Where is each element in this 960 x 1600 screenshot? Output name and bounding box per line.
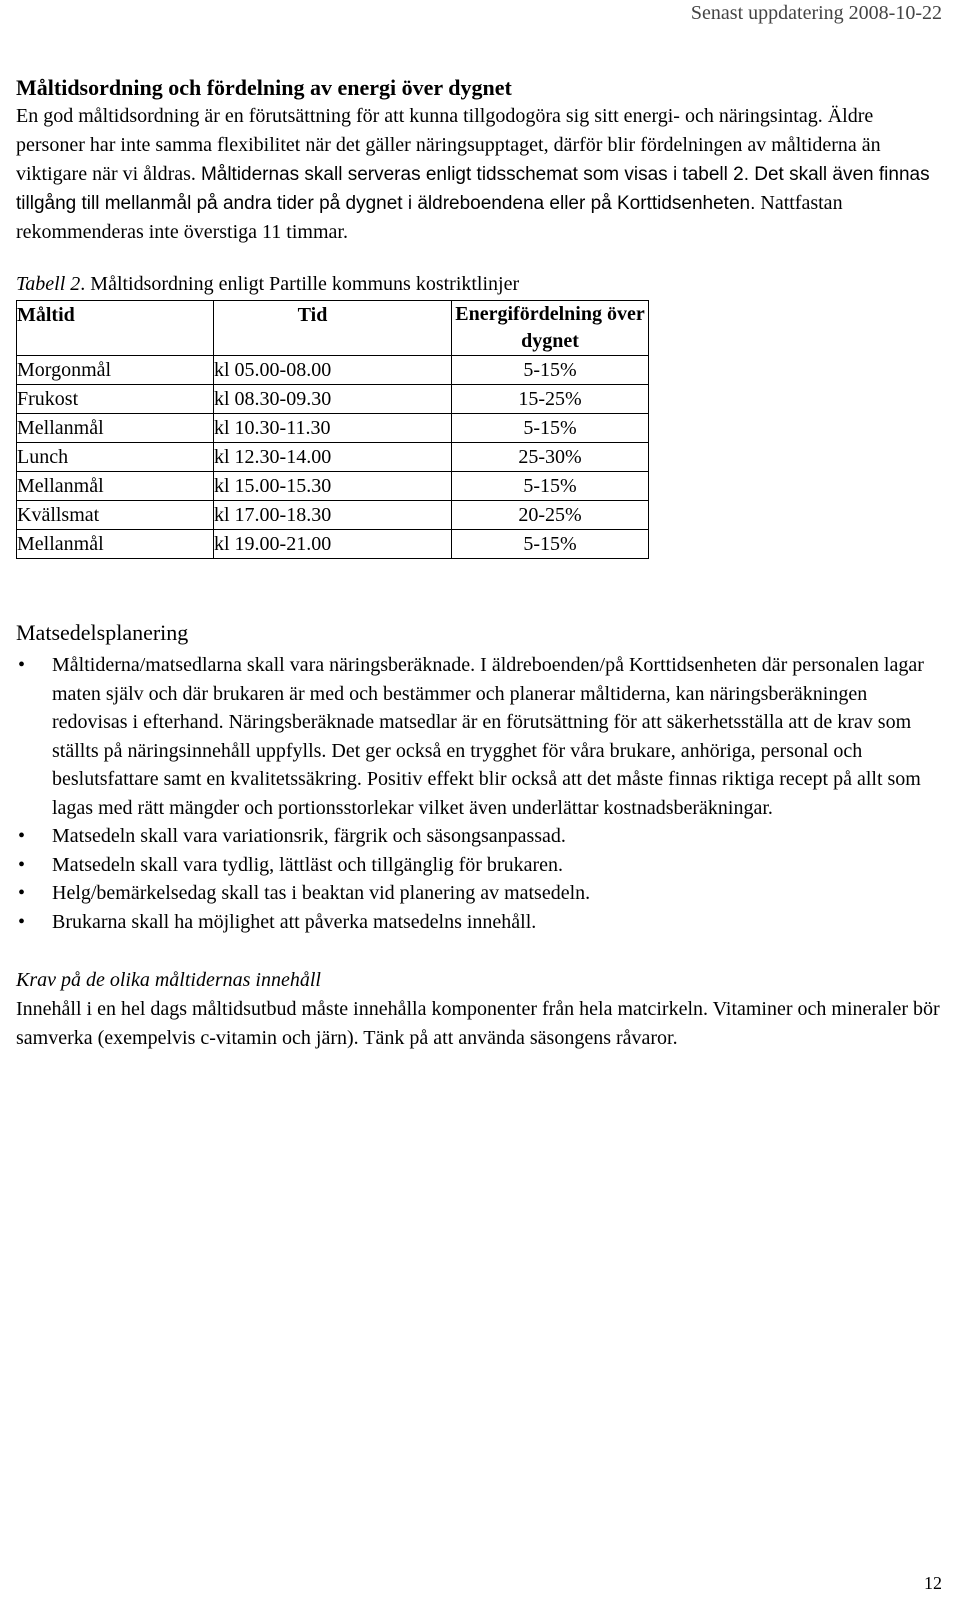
cell-energy: 20-25%: [452, 501, 649, 530]
page-number: 12: [924, 1573, 942, 1593]
table-row: [17, 472, 649, 501]
table-row: [17, 501, 649, 530]
last-updated-date: Senast uppdatering 2008-10-22: [690, 2, 942, 24]
table-caption-label: Tabell 2: [16, 273, 81, 295]
intro-serif-text: En god måltidsordning är en förutsättning för att kunna tillgodogöra sig sitt energi- och näringsintag. Äldre personer har inte samma flexibilitet när det gäller näringsupptaget, därför blir fördelningen av måltiderna än viktigare när vi åldras.: [16, 105, 881, 185]
cell-energy: 5-15%: [452, 356, 649, 385]
table-row: [17, 385, 649, 414]
cell-time: kl 05.00-08.00: [214, 356, 452, 385]
bullet-icon: •: [18, 910, 26, 933]
list-item: [18, 822, 946, 851]
list-item-text: Måltiderna/matsedlarna skall vara näringsberäknade. I äldreboenden/på Korttidsenheten där personalen lagar maten själv och där brukaren är med och bestämmer och planerar måltiderna, kan näringsberäkningen redovisas i efterhand. Näringsberäknade matsedlar är en förutsättning för att säkerhetsställa att de krav som ställts på näringsinnehåll uppfylls. Det ger också en trygghet för våra brukare, anhöriga, personal och beslutsfattare samt en kvalitetssäkring. Positiv effekt blir också att det måste finnas riktiga recept på allt som lagas med rätt mängder och portionsstorlekar vilket även underlättar kostnadsberäkningar.: [52, 654, 924, 819]
table-caption-text: . Måltidsordning enligt Partille kommuns kostriktlinjer: [80, 273, 520, 295]
meal-content-subheading: Krav på de olika måltidernas innehåll: [16, 969, 321, 991]
cell-meal: Mellanmål: [17, 530, 214, 559]
list-item-text: Matsedeln skall vara variationsrik, färgrik och säsongsanpassad.: [52, 825, 566, 847]
cell-time: kl 19.00-21.00: [214, 530, 452, 559]
list-item: [18, 908, 946, 937]
column-header-energy: Energifördelning över dygnet: [452, 301, 649, 356]
meal-content-paragraph: Innehåll i en hel dags måltidsutbud måste innehålla komponenter från hela matcirkeln. Vitaminer och mineraler bör samverka (exempelvis c-vitamin och järn). Tänk på att använda säsongens råvaror.: [16, 998, 940, 1049]
cell-meal: Kvällsmat: [17, 501, 214, 530]
list-item: [18, 651, 946, 822]
cell-meal: Mellanmål: [17, 472, 214, 501]
page-content: [16, 74, 946, 1053]
meal-schedule-table: [16, 300, 649, 559]
cell-meal: Frukost: [17, 385, 214, 414]
table-caption: [16, 270, 946, 298]
cell-energy: 5-15%: [452, 530, 649, 559]
section-title-meal-order: Måltidsordning och fördelning av energi över dygnet: [16, 75, 512, 100]
table-row: [17, 414, 649, 443]
list-item: [18, 851, 946, 880]
bullet-icon: •: [18, 825, 26, 847]
table-row: [17, 443, 649, 472]
list-item: [18, 879, 946, 908]
cell-time: kl 17.00-18.30: [214, 501, 452, 530]
column-header-meal: Måltid: [17, 301, 214, 356]
cell-time: kl 15.00-15.30: [214, 472, 452, 501]
table-row: [17, 530, 649, 559]
bullet-icon: •: [18, 882, 26, 904]
menu-planning-list: [16, 651, 946, 936]
intro-end-text: Nattfastan rekommenderas inte överstiga 11 timmar.: [16, 192, 843, 243]
table-header-row: [17, 301, 649, 356]
cell-energy: 15-25%: [452, 385, 649, 414]
cell-meal: Lunch: [17, 443, 214, 472]
list-item-text: Brukarna skall ha möjlighet att påverka matsedelns innehåll.: [52, 910, 537, 933]
cell-meal: Morgonmål: [17, 356, 214, 385]
bullet-icon: •: [18, 853, 26, 876]
cell-energy: 25-30%: [452, 443, 649, 472]
table-row: [17, 356, 649, 385]
cell-time: kl 12.30-14.00: [214, 443, 452, 472]
bullet-icon: •: [18, 654, 26, 676]
cell-energy: 5-15%: [452, 472, 649, 501]
cell-time: kl 08.30-09.30: [214, 385, 452, 414]
cell-time: kl 10.30-11.30: [214, 414, 452, 443]
intro-paragraph: [16, 102, 946, 247]
intro-sans-text: Måltidernas skall serveras enligt tidsschemat som visas i tabell 2. Det skall även finnas tillgång till mellanmål på andra tider på dygnet i äldreboendena eller på Korttidsenheten.: [16, 164, 930, 214]
list-item-text: Helg/bemärkelsedag skall tas i beaktan vid planering av matsedeln.: [52, 882, 591, 904]
cell-meal: Mellanmål: [17, 414, 214, 443]
section-title-menu-planning: Matsedelsplanering: [16, 620, 189, 645]
cell-energy: 5-15%: [452, 414, 649, 443]
list-item-text: Matsedeln skall vara tydlig, lättläst och tillgänglig för brukaren.: [52, 853, 563, 876]
column-header-time: Tid: [214, 301, 452, 356]
